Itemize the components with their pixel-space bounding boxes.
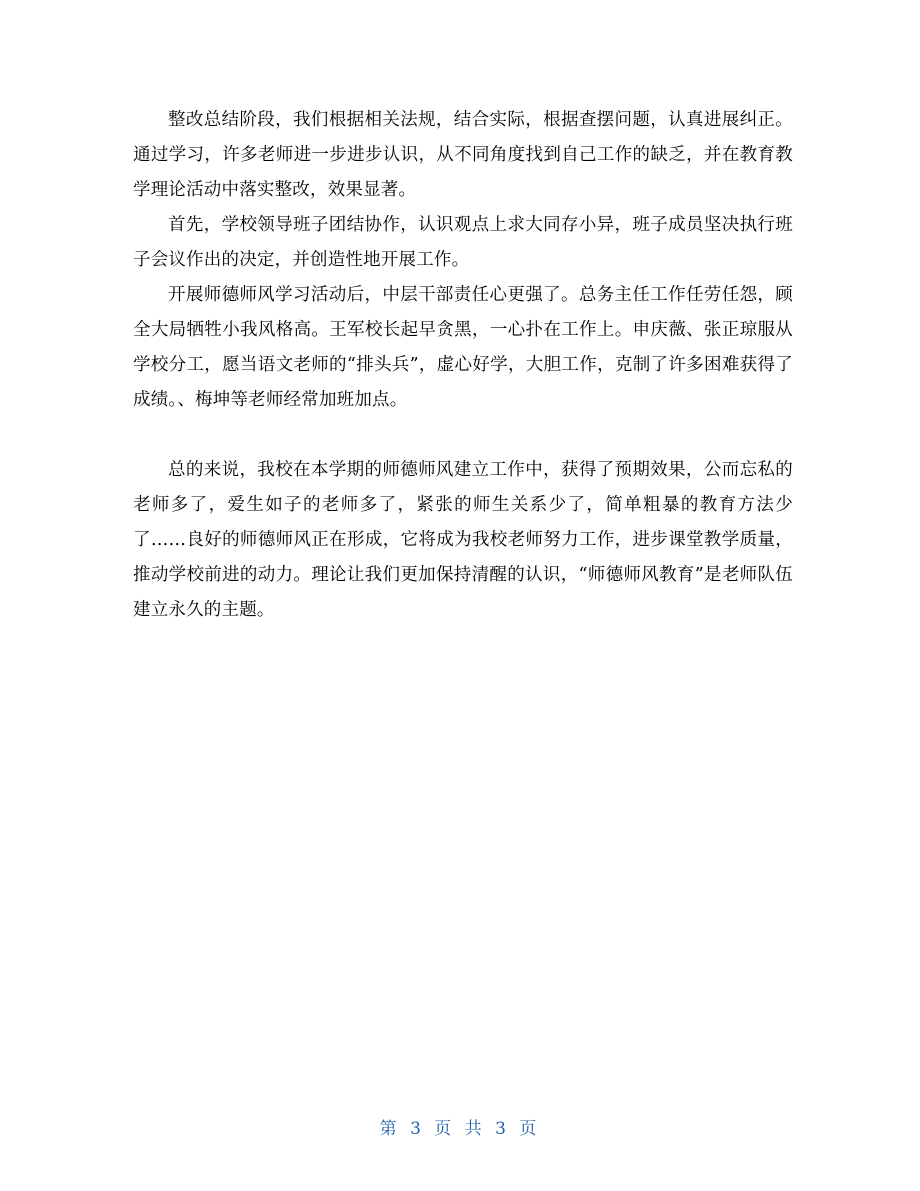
paragraph-gap <box>133 418 793 453</box>
page-number-footer: 第 3 页 共 3 页 <box>379 1119 541 1139</box>
paragraph-rectification-summary: 整改总结阶段，我们根据相关法规，结合实际，根据查摆问题，认真进展纠正。通过学习，许多老师进一步进步认识，从不同角度找到自己工作的缺乏，并在教育教学理论活动中落实整改，效果显著。 <box>133 110 793 200</box>
document-body <box>133 103 793 628</box>
paragraph-leadership: 首先，学校领导班子团结协作，认识观点上求大同存小异，班子成员坚决执行班子会议作出的决定，并创造性地开展工作。 <box>133 215 793 270</box>
paragraph-middle-management: 开展师德师风学习活动后，中层干部责任心更强了。总务主任工作任劳任怨，顾全大局牺牲小我风格高。王军校长起早贪黑，一心扑在工作上。申庆薇、张正琼服从学校分工，愿当语文老师的“排头兵”，虚心好学，大胆工作，克制了许多困难获得了成绩。、梅坤等老师经常加班加点。 <box>133 285 793 410</box>
paragraph-conclusion: 总的来说，我校在本学期的师德师风建立工作中，获得了预期效果，公而忘私的老师多了，爱生如子的老师多了，紧张的师生关系少了，简单粗暴的教育方法少了……良好的师德师风正在形成，它将成为我校老师努力工作，进步课堂教学质量，推动学校前进的动力。理论让我们更加保持清醒的认识，“师德师风教育”是老师队伍建立永久的主题。 <box>133 460 793 620</box>
